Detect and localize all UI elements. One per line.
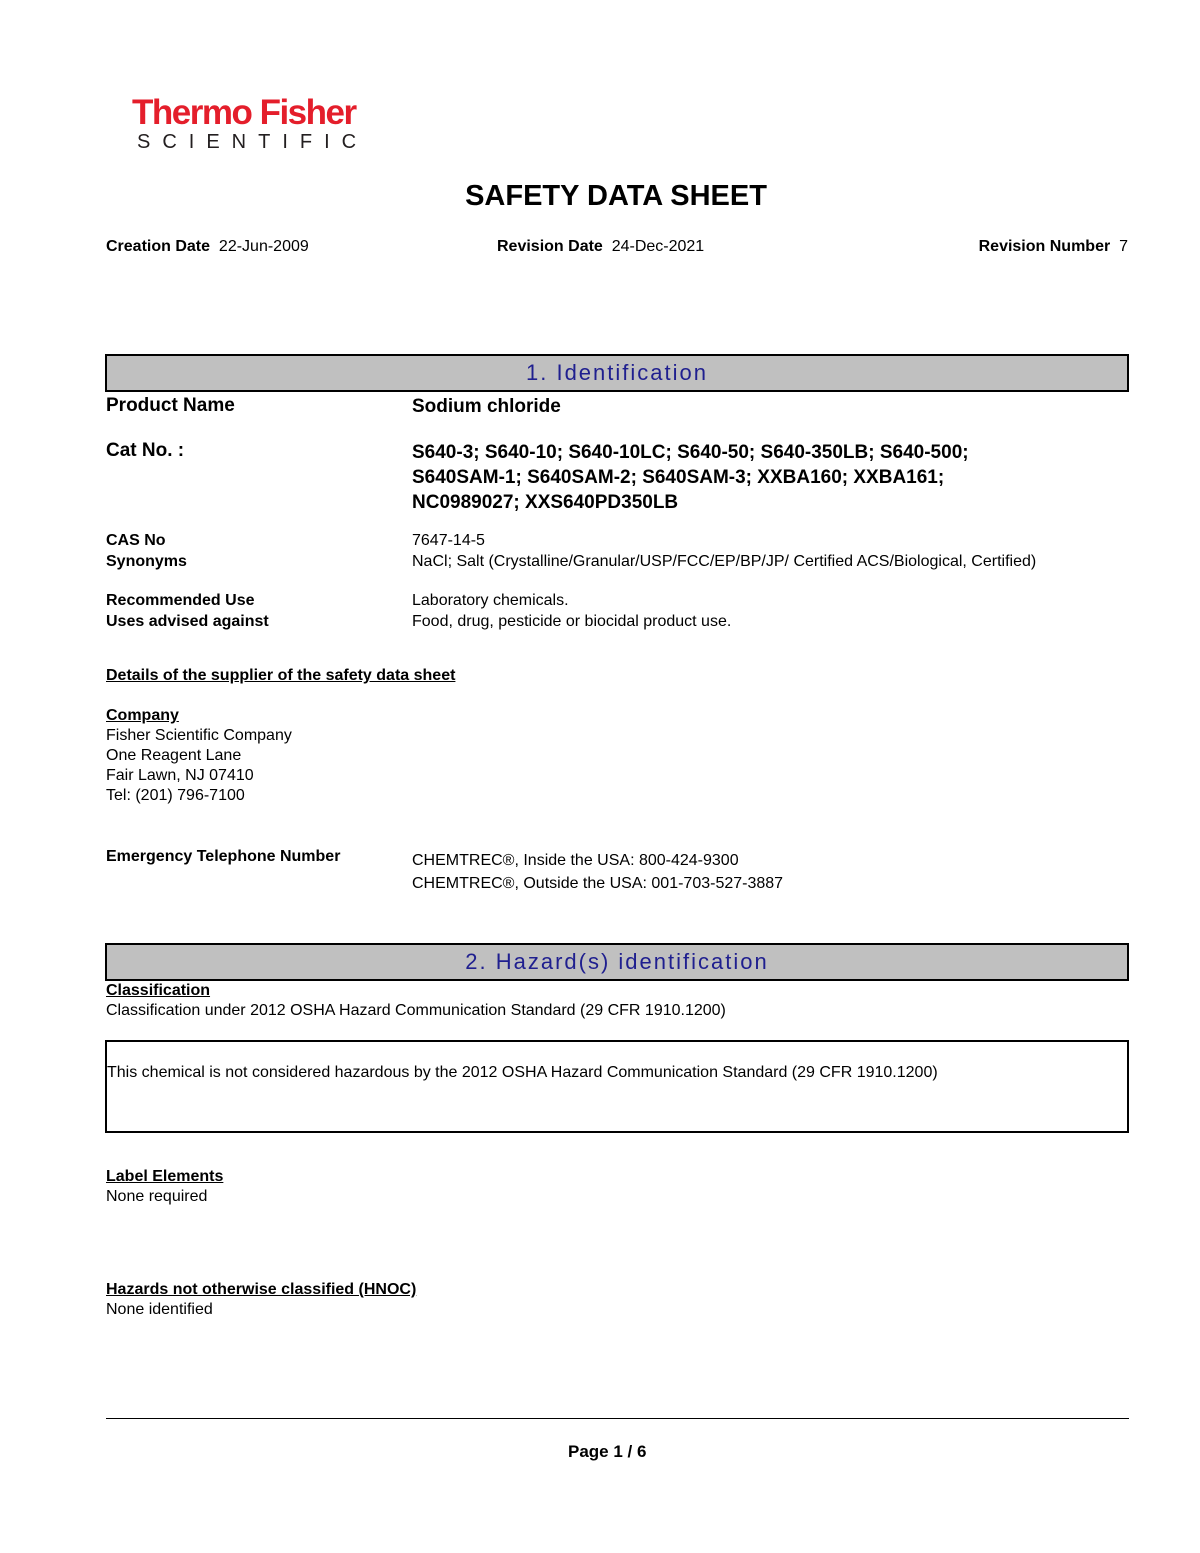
- classification-text: Classification under 2012 OSHA Hazard Communication Standard (29 CFR 1910.1200): [106, 1002, 726, 1019]
- company-line: Fair Lawn, NJ 07410: [106, 767, 254, 784]
- supplier-details-heading: Details of the supplier of the safety data sheet: [106, 667, 456, 684]
- synonyms-label: Synonyms: [106, 553, 187, 570]
- hnoc-text: None identified: [106, 1301, 213, 1318]
- section-1-header: 1. Identification: [105, 354, 1129, 392]
- label-elements-heading: Label Elements: [106, 1168, 224, 1185]
- cat-no-label: Cat No. :: [106, 440, 185, 461]
- emergency-telephone-value: [412, 849, 783, 895]
- revision-date: [497, 238, 704, 256]
- cat-no-value: [412, 440, 1112, 515]
- classification-heading: Classification: [106, 982, 211, 999]
- cas-no-label: CAS No: [106, 532, 166, 549]
- uses-advised-against-value: Food, drug, pesticide or biocidal product use.: [412, 613, 732, 630]
- company-logo-subtitle: SCIENTIFIC: [137, 131, 369, 153]
- synonyms-value: NaCl; Salt (Crystalline/Granular/USP/FCC/EP/BP/JP/ Certified ACS/Biological, Certified): [412, 553, 1037, 570]
- section-2-header: 2. Hazard(s) identification: [105, 943, 1129, 981]
- emergency-telephone-label: Emergency Telephone Number: [106, 848, 341, 865]
- footer-divider: [106, 1418, 1129, 1419]
- product-name-label: Product Name: [106, 395, 235, 416]
- creation-date-label: Creation Date: [106, 238, 211, 255]
- document-title: SAFETY DATA SHEET: [465, 180, 767, 212]
- cat-no-line: S640-3; S640-10; S640-10LC; S640-50; S640-350LB; S640-500;: [412, 442, 969, 463]
- company-address: [106, 726, 292, 806]
- product-name-value: Sodium chloride: [412, 396, 561, 417]
- revision-number-value: 7: [1119, 238, 1128, 255]
- hazard-classification-box: [105, 1040, 1129, 1133]
- label-elements-text: None required: [106, 1188, 208, 1205]
- cas-no-value: 7647-14-5: [412, 532, 485, 549]
- emergency-line: CHEMTREC®, Inside the USA: 800-424-9300: [412, 852, 739, 869]
- revision-date-label: Revision Date: [497, 238, 603, 255]
- emergency-line: CHEMTREC®, Outside the USA: 001-703-527-3887: [412, 875, 784, 892]
- revision-number-label: Revision Number: [978, 238, 1111, 255]
- recommended-use-label: Recommended Use: [106, 592, 255, 609]
- recommended-use-value: Laboratory chemicals.: [412, 592, 569, 609]
- company-line: Tel: (201) 796-7100: [106, 787, 245, 804]
- revision-date-value: 24-Dec-2021: [611, 238, 705, 255]
- uses-advised-against-label: Uses advised against: [106, 613, 269, 630]
- company-heading: Company: [106, 707, 179, 724]
- creation-date-value: 22-Jun-2009: [218, 238, 309, 255]
- hnoc-heading: Hazards not otherwise classified (HNOC): [106, 1281, 417, 1298]
- hazard-box-text: This chemical is not considered hazardous by the 2012 OSHA Hazard Communication Standard (29 CFR 1910.1200): [107, 1064, 938, 1081]
- page-number: Page 1 / 6: [568, 1442, 647, 1461]
- cat-no-line: NC0989027; XXS640PD350LB: [412, 492, 679, 513]
- creation-date: [106, 238, 309, 256]
- company-logo-name: Thermo Fisher: [132, 93, 356, 132]
- revision-number: [979, 238, 1128, 256]
- company-line: One Reagent Lane: [106, 747, 242, 764]
- company-line: Fisher Scientific Company: [106, 727, 292, 744]
- cat-no-line: S640SAM-1; S640SAM-2; S640SAM-3; XXBA160; XXBA161;: [412, 467, 945, 488]
